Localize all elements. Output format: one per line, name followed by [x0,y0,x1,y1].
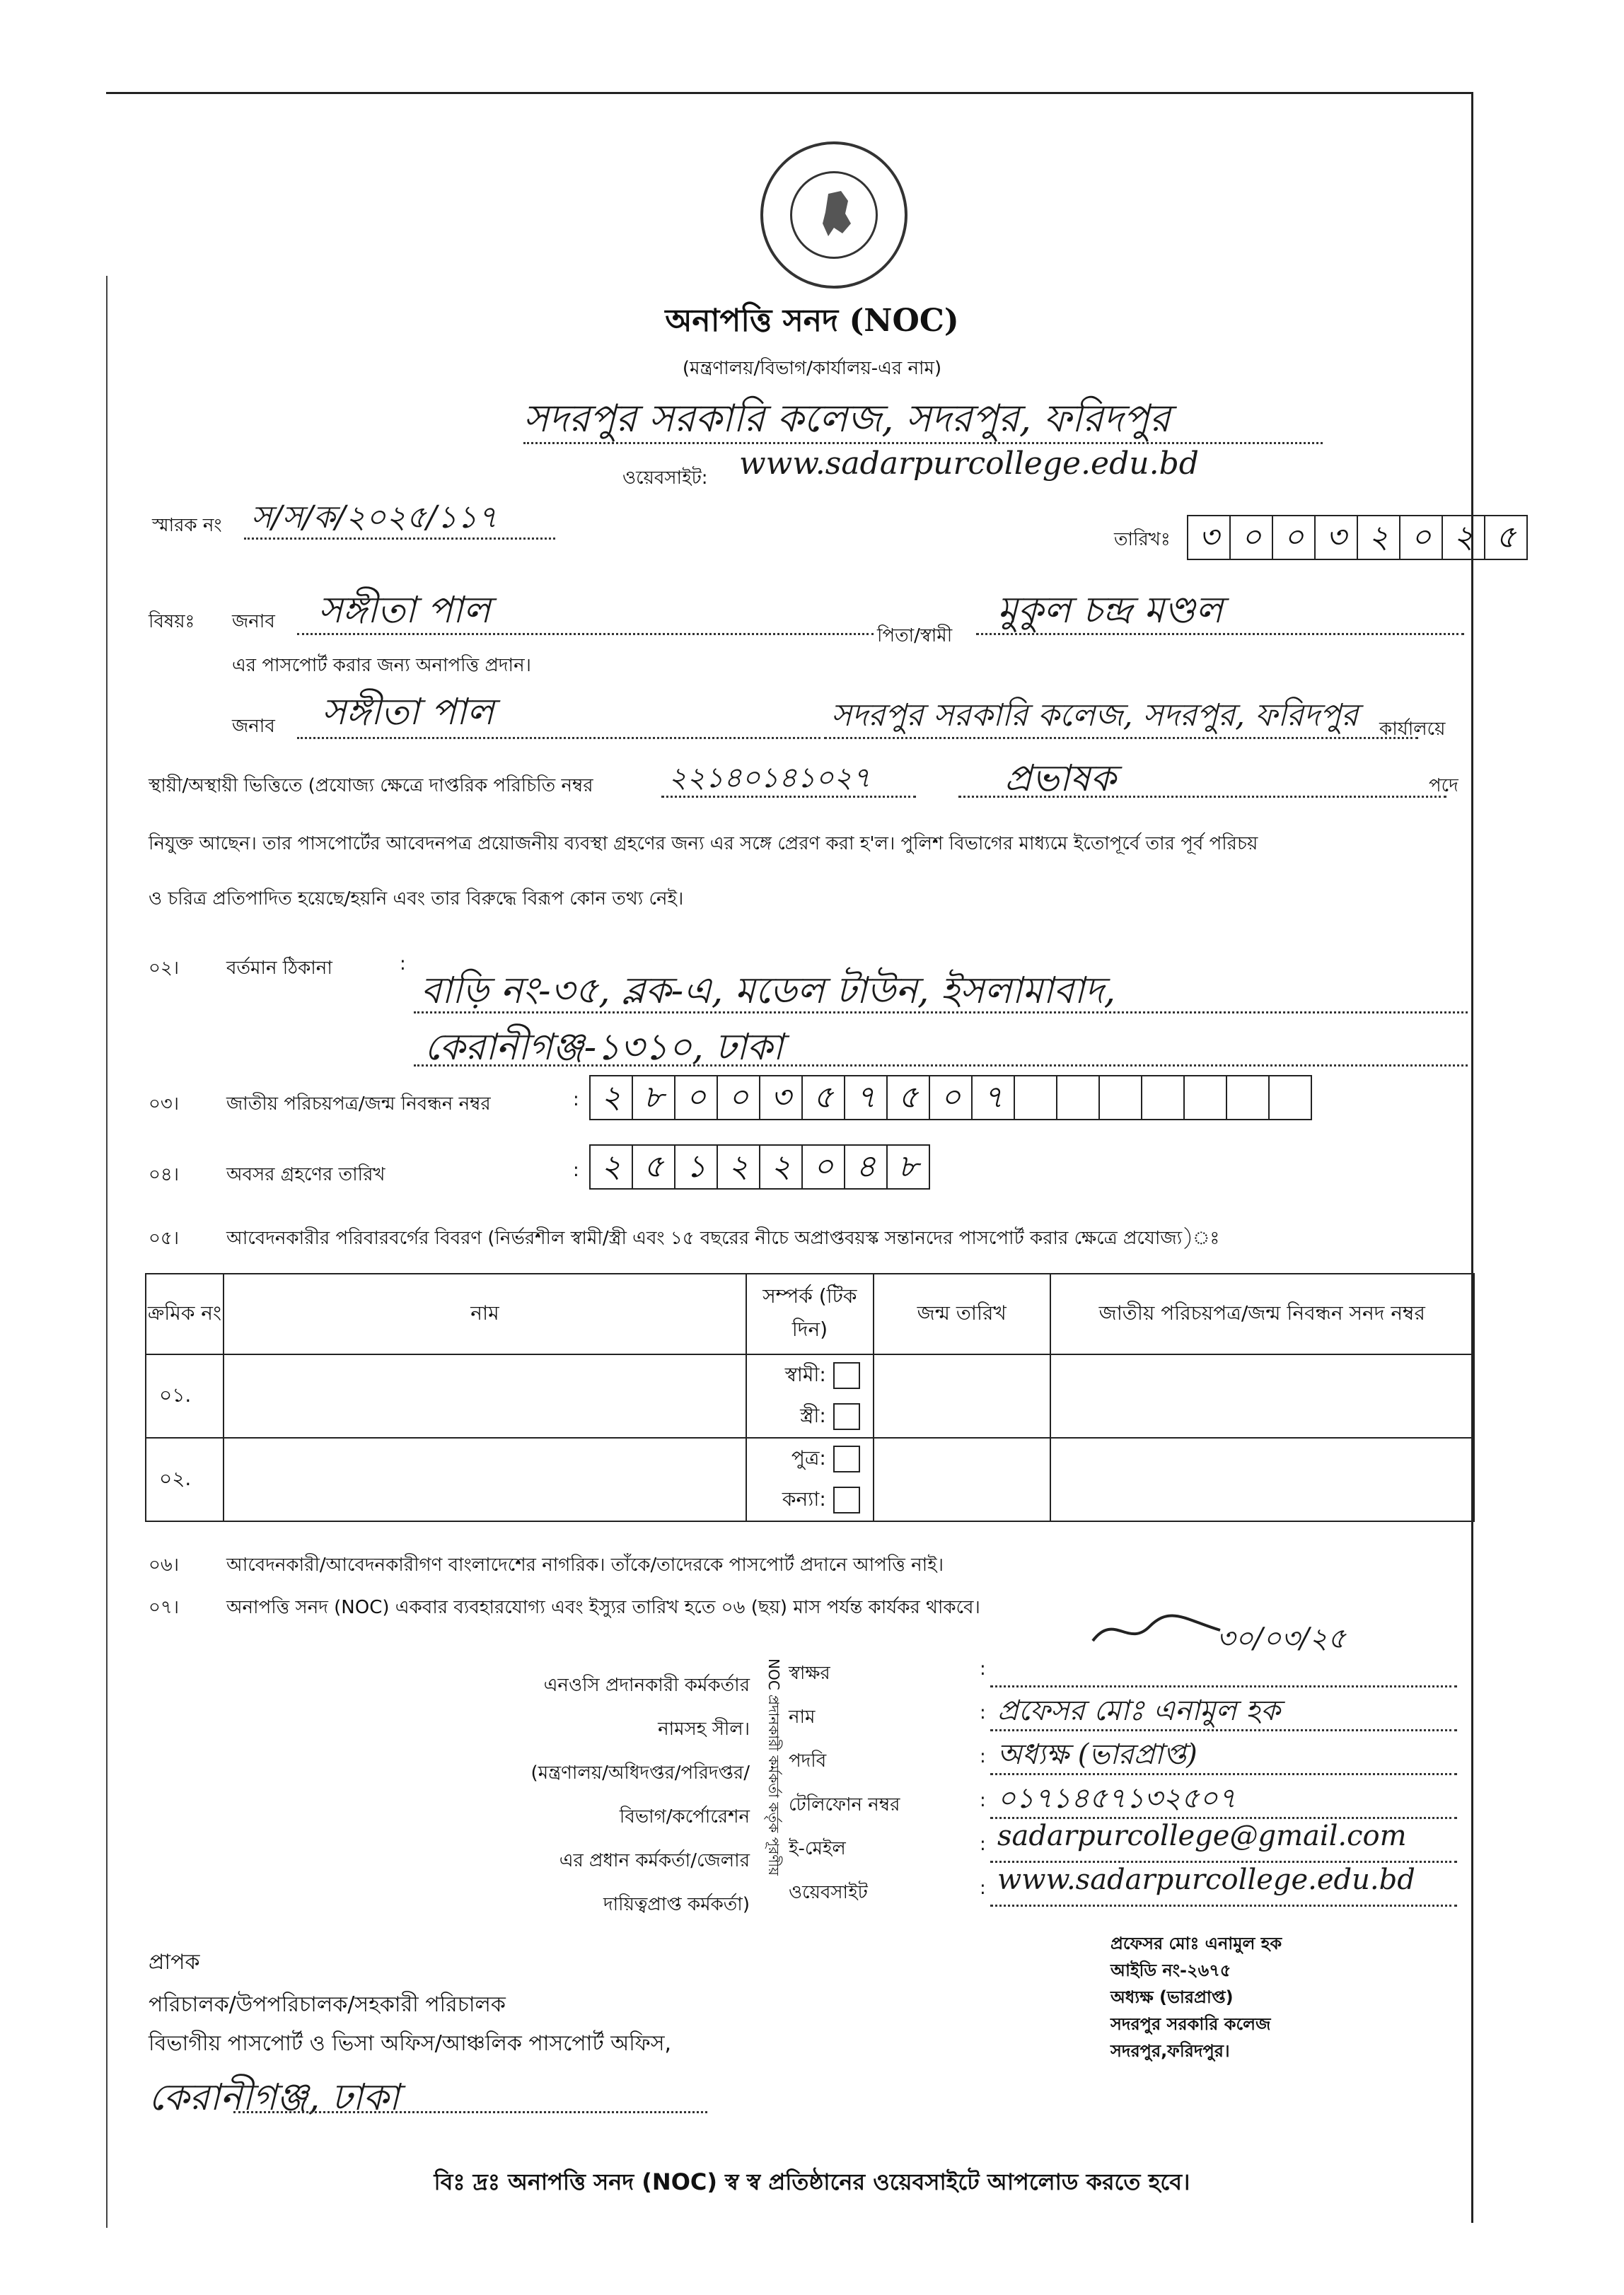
stamp-line: সদরপুর সরকারি কলেজ [1110,2014,1271,2034]
nid-digit-box[interactable]: ০ [674,1075,718,1120]
wife-checkbox[interactable] [833,1403,860,1430]
signatory-colon: : [980,1834,986,1855]
date-digit-box[interactable]: ০ [1272,515,1316,560]
row-serial: ০১. [146,1354,224,1438]
body-janab: জনাব [232,716,275,737]
signatory-field-label: নাম [789,1707,816,1728]
signatory-colon: : [980,1658,986,1680]
item-07-text: অনাপত্তি সনদ (NOC) একবার ব্যবহারযোগ্য এবং ইস্যুর তারিখ হতে ০৬ (ছয়) মাস পর্যন্ত কার্যকর থাকবে। [226,1597,980,1618]
subject-line2: এর পাসপোর্ট করার জন্য অনাপত্তি প্রদান। [232,655,531,676]
nid-boxes [591,1075,1312,1120]
signatory-colon: : [980,1790,986,1811]
col-nid: জাতীয় পরিচয়পত্র/জন্ম নিবন্ধন সনদ নম্বর [1050,1274,1474,1354]
signatory-left-line: বিভাগ/কর্পোরেশন [619,1806,750,1828]
signatory-field-label: টেলিফোন নম্বর [789,1794,900,1815]
government-seal [760,141,907,289]
date-boxes [1188,515,1528,560]
date-digit-box[interactable]: ৩ [1187,515,1231,560]
nid-digit-box[interactable]: ০ [929,1075,973,1120]
body-line-c: ও চরিত্র প্রতিপাদিত হয়েছে/হয়নি এবং তার বিরুদ্ধে বিরূপ কোন তথ্য নেই। [149,888,684,910]
date-digit-box[interactable]: ২ [1442,515,1485,560]
office-name-caption: (মন্ত্রণালয়/বিভাগ/কার্যালয়-এর নাম) [682,358,942,379]
memo-label: স্মারক নং [152,515,222,536]
signature-icon [1086,1605,1227,1655]
signatory-left-line: নামসহ সীল। [658,1719,750,1740]
item-02-label: বর্তমান ঠিকানা [226,958,332,979]
date-digit-box[interactable]: ২ [1357,515,1400,560]
signatory-field-value[interactable]: অধ্যক্ষ (ভারপ্রাপ্ত) [997,1738,1197,1771]
signatory-field-label: স্বাক্ষর [789,1663,830,1684]
retirement-digit-box[interactable]: ২ [759,1144,803,1190]
col-relation: সম্পর্ক (টিক দিন) [746,1274,874,1354]
nid-digit-box[interactable]: ৩ [759,1075,803,1120]
nid-digit-box[interactable]: ০ [717,1075,760,1120]
signatory-left-line: (মন্ত্রণালয়/অধিদপ্তর/পরিদপ্তর/ [530,1762,750,1784]
retirement-digit-box[interactable]: ১ [674,1144,718,1190]
address-line1: বাড়ি নং-৩৫, ব্লক-এ, মডেল টাউন, ইসলামাবাদ, [421,970,1116,1012]
nid-digit-box[interactable]: ৭ [971,1075,1015,1120]
row-dob-cell[interactable] [874,1438,1050,1521]
item-07-num: ০৭। [149,1597,180,1618]
nid-digit-box[interactable] [1056,1075,1100,1120]
item-04-num: ০৪। [149,1164,180,1185]
col-dob: জন্ম তারিখ [874,1274,1050,1354]
date-label: তারিখঃ [1114,529,1171,550]
signatory-field-value[interactable]: www.sadarpurcollege.edu.bd [997,1864,1415,1896]
footer-note: বিঃ দ্রঃ অনাপত্তি সনদ (NOC) স্ব স্ব প্রতিষ্ঠানের ওয়েবসাইটে আপলোড করতে হবে। [434,2168,1190,2195]
item-05-text: আবেদনকারীর পরিবারবর্গের বিবরণ (নির্ভরশীল স্বামী/স্ত্রী এবং ১৫ বছরের নীচে অপ্রাপ্তবয়স্ক সন্তানদের পাসপোর্ট করার ক্ষেত্রে প্রযোজ্য)ঃ [226,1228,1220,1249]
body-line-b: নিযুক্ত আছেন। তার পাসপোর্টের আবেদনপত্র প্রয়োজনীয় ব্যবস্থা গ্রহণের জন্য এর সঙ্গে প্রেরণ করা হ'ল। পুলিশ বিভাগের মাধ্যমে ইতোপূর্বে তার পূর্ব পরিচয় [149,833,1258,854]
signatory-field-label: পদবি [789,1750,827,1772]
body-name: সঙ্গীতা পাল [322,691,494,733]
row-nid-cell[interactable] [1050,1354,1474,1438]
signatory-field-label: ওয়েবসাইট [789,1882,868,1903]
table-row [146,1354,1474,1396]
official-id: ২২১৪০১৪১০২৭ [668,762,871,794]
subject-janab: জনাব [232,611,275,632]
signatory-left-line: এর প্রধান কর্মকর্তা/জেলার [559,1850,750,1871]
page-border-left [106,276,108,2228]
item-04-colon: : [573,1160,579,1181]
signature-date: ৩০/০৩/২৫ [1217,1622,1346,1655]
body-line-a: স্থায়ী/অস্থায়ী ভিত্তিতে (প্রযোজ্য ক্ষেত্রে দাপ্তরিক পরিচিতি নম্বর [149,775,593,796]
body-post-suffix: পদে [1429,775,1458,796]
family-table [145,1273,1475,1522]
nid-digit-box[interactable] [1098,1075,1142,1120]
recipient-line2: বিভাগীয় পাসপোর্ট ও ভিসা অফিস/আঞ্চলিক পাসপোর্ট অফিস, [149,2031,672,2056]
son-checkbox[interactable] [833,1446,860,1472]
signatory-left-line: দায়িত্বপ্রাপ্ত কর্মকর্তা) [603,1894,750,1915]
signatory-field-value[interactable]: ০১৭১৪৫৭১৩২৫০৭ [997,1782,1236,1815]
website-label: ওয়েবসাইট: [622,467,708,489]
retirement-date-boxes [591,1144,930,1190]
signatory-colon: : [980,1878,986,1899]
item-06-text: আবেদনকারী/আবেদনকারীগণ বাংলাদেশের নাগরিক। তাঁকে/তাদেরকে পাসপোর্ট প্রদানে আপত্তি নাই। [226,1555,944,1576]
col-serial: ক্রমিক নং [146,1274,224,1354]
daughter-checkbox[interactable] [833,1487,860,1513]
item-02-colon: : [400,953,406,975]
nid-digit-box[interactable] [1141,1075,1185,1120]
stamp-line: প্রফেসর মোঃ এনামুল হক [1110,1934,1282,1953]
col-name: নাম [224,1274,746,1354]
nid-digit-box[interactable]: ৮ [632,1075,675,1120]
relation-label: পুত্র: [791,1446,826,1470]
nid-digit-box[interactable]: ২ [589,1075,633,1120]
nid-digit-box[interactable]: ৫ [801,1075,845,1120]
nid-digit-box[interactable]: ৫ [886,1075,930,1120]
applicant-name: সঙ্গীতা পাল [318,589,491,632]
row-name-cell[interactable] [224,1438,746,1521]
nid-digit-box[interactable]: ৭ [844,1075,888,1120]
relation-label: স্বামী: [784,1362,826,1386]
signatory-left-line: এনওসি প্রদানকারী কর্মকর্তার [543,1675,750,1696]
nid-digit-box[interactable] [1226,1075,1270,1120]
body-office-suffix: কার্যালয়ে [1379,719,1446,740]
subject-label: বিষয়ঃ [149,611,195,632]
father-label: পিতা/স্বামী [877,625,953,646]
body-office: সদরপুর সরকারি কলেজ, সদরপুর, ফরিদপুর [831,697,1359,733]
item-04-label: অবসর গ্রহণের তারিখ [226,1164,385,1185]
husband-checkbox[interactable] [833,1362,860,1389]
office-name: সদরপুর সরকারি কলেজ, সদরপুর, ফরিদপুর [523,396,1171,441]
table-row [146,1438,1474,1480]
stamp-line: আইডি নং-২৬৭৫ [1110,1960,1231,1980]
relation-label: কন্যা: [782,1487,826,1511]
website-value: www.sadarpurcollege.edu.bd [739,446,1199,482]
date-digit-box[interactable]: ০ [1399,515,1443,560]
vertical-note: NOC প্রদানকারী কর্মকর্তা কর্তৃক পূরণীয় [765,1658,782,1876]
signatory-colon: : [980,1746,986,1767]
signatory-field-label: ই-মেইল [789,1838,846,1859]
signatory-colon: : [980,1702,986,1724]
father-name: মুকুল চন্দ্র মণ্ডল [997,589,1223,632]
item-06-num: ০৬। [149,1555,180,1576]
item-03-num: ০৩। [149,1093,180,1115]
recipient-office: কেরানীগঞ্জ, ঢাকা [149,2076,400,2119]
nid-digit-box[interactable] [1183,1075,1227,1120]
document-title: অনাপত্তি সনদ (NOC) [665,303,959,339]
item-03-colon: : [573,1089,579,1110]
row-name-cell[interactable] [224,1354,746,1438]
row-nid-cell[interactable] [1050,1438,1474,1521]
retirement-digit-box[interactable]: ৪ [844,1144,888,1190]
designation: প্রভাষক [1004,757,1116,800]
signatory-field-value[interactable]: sadarpurcollege@gmail.com [997,1820,1407,1852]
retirement-digit-box[interactable]: ০ [801,1144,845,1190]
row-serial: ০২. [146,1438,224,1521]
retirement-digit-box[interactable]: ৮ [886,1144,930,1190]
relation-label: স্ত্রী: [800,1403,826,1427]
recipient-line1: পরিচালক/উপপরিচালক/সহকারী পরিচালক [149,1992,506,2017]
recipient-label: প্রাপক [149,1950,200,1975]
item-05-num: ০৫। [149,1228,180,1249]
stamp-line: অধ্যক্ষ (ভারপ্রাপ্ত) [1110,1987,1234,2007]
item-03-label: জাতীয় পরিচয়পত্র/জন্ম নিবন্ধন নম্বর [226,1093,491,1115]
row-dob-cell[interactable] [874,1354,1050,1438]
retirement-digit-box[interactable]: ২ [589,1144,633,1190]
memo-value: স/স/ক/২০২৫/১১৭ [251,499,498,535]
retirement-digit-box[interactable]: ৫ [632,1144,675,1190]
table-header-row [146,1274,1474,1354]
item-02-num: ০২। [149,958,180,979]
date-digit-box[interactable]: ০ [1229,515,1273,560]
nid-digit-box[interactable] [1014,1075,1057,1120]
seal-map-icon [763,144,905,286]
date-digit-box[interactable]: ৫ [1484,515,1528,560]
nid-digit-box[interactable] [1268,1075,1312,1120]
retirement-digit-box[interactable]: ২ [717,1144,760,1190]
date-digit-box[interactable]: ৩ [1314,515,1358,560]
stamp-line: সদরপুর,ফরিদপুর। [1110,2041,1230,2061]
address-line2: কেরানীগঞ্জ-১৩১০, ঢাকা [424,1026,784,1069]
signatory-field-value[interactable]: প্রফেসর মোঃ এনামুল হক [997,1695,1281,1727]
